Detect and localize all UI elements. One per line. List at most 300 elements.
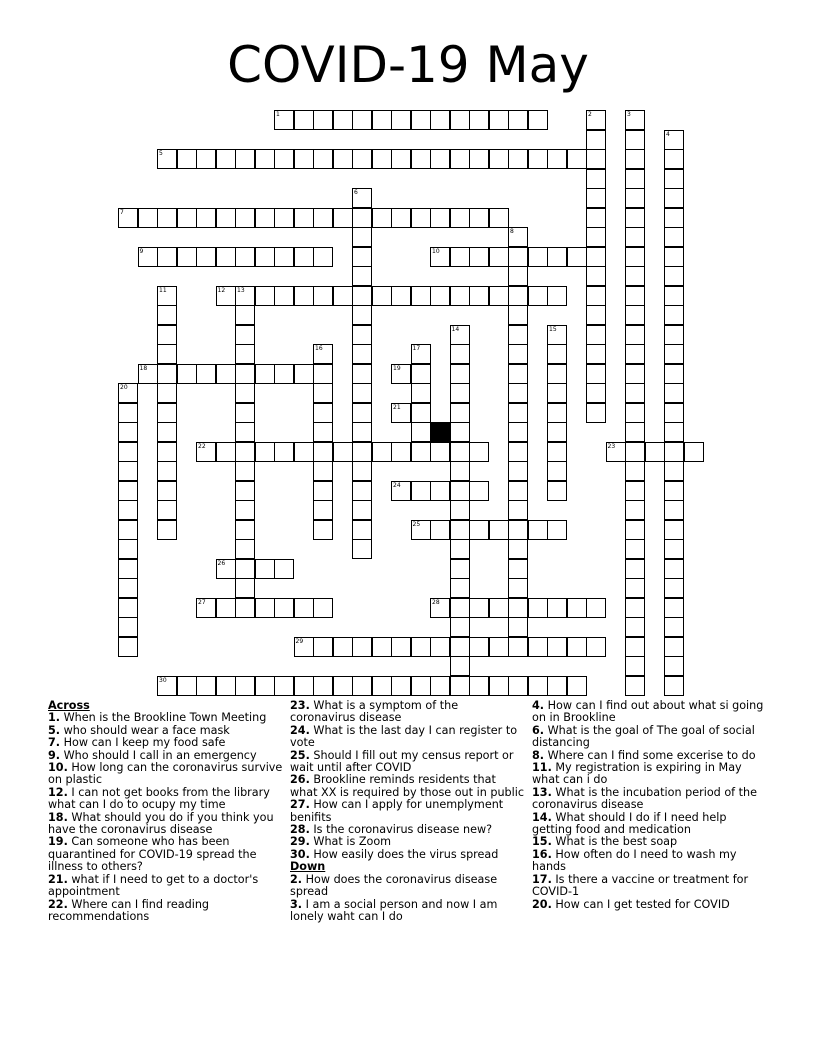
grid-cell[interactable] bbox=[294, 110, 314, 130]
grid-cell[interactable] bbox=[450, 286, 470, 306]
grid-cell[interactable] bbox=[625, 383, 645, 403]
grid-cell[interactable] bbox=[411, 403, 431, 423]
grid-cell[interactable] bbox=[216, 676, 236, 696]
grid-cell[interactable] bbox=[586, 305, 606, 325]
grid-cell[interactable] bbox=[235, 149, 255, 169]
grid-cell[interactable] bbox=[508, 559, 528, 579]
grid-cell[interactable] bbox=[489, 247, 509, 267]
grid-cell[interactable] bbox=[294, 286, 314, 306]
grid-cell[interactable] bbox=[567, 598, 587, 618]
grid-cell[interactable] bbox=[157, 461, 177, 481]
grid-cell[interactable] bbox=[118, 539, 138, 559]
grid-cell[interactable] bbox=[625, 130, 645, 150]
grid-cell[interactable] bbox=[508, 520, 528, 540]
grid-cell[interactable] bbox=[216, 364, 236, 384]
grid-cell[interactable] bbox=[469, 149, 489, 169]
grid-cell[interactable] bbox=[625, 286, 645, 306]
grid-cell[interactable] bbox=[235, 461, 255, 481]
grid-cell[interactable] bbox=[547, 247, 567, 267]
grid-cell[interactable] bbox=[177, 364, 197, 384]
grid-cell[interactable] bbox=[664, 422, 684, 442]
grid-cell[interactable] bbox=[196, 598, 216, 618]
grid-cell[interactable] bbox=[586, 110, 606, 130]
grid-cell[interactable] bbox=[196, 149, 216, 169]
grid-cell[interactable] bbox=[372, 110, 392, 130]
grid-cell[interactable] bbox=[430, 598, 450, 618]
grid-cell[interactable] bbox=[664, 247, 684, 267]
grid-cell[interactable] bbox=[352, 110, 372, 130]
grid-cell[interactable] bbox=[235, 305, 255, 325]
grid-cell[interactable] bbox=[625, 149, 645, 169]
grid-cell[interactable] bbox=[625, 227, 645, 247]
grid-cell[interactable] bbox=[469, 247, 489, 267]
grid-cell[interactable] bbox=[664, 227, 684, 247]
grid-cell[interactable] bbox=[625, 578, 645, 598]
grid-cell[interactable] bbox=[625, 364, 645, 384]
grid-cell[interactable] bbox=[313, 481, 333, 501]
grid-cell[interactable] bbox=[411, 637, 431, 657]
grid-cell[interactable] bbox=[547, 637, 567, 657]
grid-cell[interactable] bbox=[450, 461, 470, 481]
grid-cell[interactable] bbox=[664, 266, 684, 286]
grid-cell[interactable] bbox=[625, 500, 645, 520]
grid-cell[interactable] bbox=[430, 110, 450, 130]
grid-cell[interactable] bbox=[547, 422, 567, 442]
grid-cell[interactable] bbox=[255, 559, 275, 579]
grid-cell[interactable] bbox=[469, 598, 489, 618]
grid-cell[interactable] bbox=[450, 403, 470, 423]
grid-cell[interactable] bbox=[157, 344, 177, 364]
grid-cell[interactable] bbox=[586, 364, 606, 384]
grid-cell[interactable] bbox=[508, 364, 528, 384]
grid-cell[interactable] bbox=[118, 481, 138, 501]
grid-cell[interactable] bbox=[430, 481, 450, 501]
grid-cell[interactable] bbox=[333, 442, 353, 462]
grid-cell[interactable] bbox=[664, 149, 684, 169]
grid-cell[interactable] bbox=[411, 364, 431, 384]
grid-cell[interactable] bbox=[547, 461, 567, 481]
grid-cell[interactable] bbox=[216, 208, 236, 228]
grid-cell[interactable] bbox=[411, 481, 431, 501]
grid-cell[interactable] bbox=[255, 442, 275, 462]
grid-cell[interactable] bbox=[411, 520, 431, 540]
grid-cell[interactable] bbox=[157, 364, 177, 384]
grid-cell[interactable] bbox=[313, 344, 333, 364]
grid-cell[interactable] bbox=[489, 637, 509, 657]
grid-cell[interactable] bbox=[625, 598, 645, 618]
grid-cell[interactable] bbox=[430, 520, 450, 540]
grid-cell[interactable] bbox=[352, 149, 372, 169]
grid-cell[interactable] bbox=[411, 110, 431, 130]
grid-cell[interactable] bbox=[625, 422, 645, 442]
grid-cell[interactable] bbox=[274, 559, 294, 579]
grid-cell[interactable] bbox=[450, 598, 470, 618]
grid-cell[interactable] bbox=[118, 422, 138, 442]
grid-cell[interactable] bbox=[255, 208, 275, 228]
grid-cell[interactable] bbox=[664, 539, 684, 559]
grid-cell[interactable] bbox=[391, 403, 411, 423]
grid-cell[interactable] bbox=[547, 676, 567, 696]
grid-cell[interactable] bbox=[294, 208, 314, 228]
grid-cell[interactable] bbox=[547, 325, 567, 345]
grid-cell[interactable] bbox=[528, 637, 548, 657]
grid-cell[interactable] bbox=[567, 676, 587, 696]
grid-cell[interactable] bbox=[235, 422, 255, 442]
grid-cell[interactable] bbox=[294, 676, 314, 696]
grid-cell[interactable] bbox=[547, 286, 567, 306]
grid-cell[interactable] bbox=[528, 520, 548, 540]
grid-cell[interactable] bbox=[430, 637, 450, 657]
grid-cell[interactable] bbox=[528, 149, 548, 169]
grid-cell[interactable] bbox=[196, 442, 216, 462]
grid-cell[interactable] bbox=[313, 461, 333, 481]
grid-cell[interactable] bbox=[547, 520, 567, 540]
grid-cell[interactable] bbox=[508, 637, 528, 657]
grid-cell[interactable] bbox=[508, 110, 528, 130]
grid-cell[interactable] bbox=[508, 325, 528, 345]
grid-cell[interactable] bbox=[664, 442, 684, 462]
grid-cell[interactable] bbox=[235, 676, 255, 696]
grid-cell[interactable] bbox=[489, 149, 509, 169]
grid-cell[interactable] bbox=[625, 520, 645, 540]
grid-cell[interactable] bbox=[118, 520, 138, 540]
grid-cell[interactable] bbox=[547, 481, 567, 501]
grid-cell[interactable] bbox=[664, 344, 684, 364]
grid-cell[interactable] bbox=[625, 305, 645, 325]
grid-cell[interactable] bbox=[586, 149, 606, 169]
grid-cell[interactable] bbox=[430, 442, 450, 462]
grid-cell[interactable] bbox=[196, 247, 216, 267]
grid-cell[interactable] bbox=[625, 617, 645, 637]
grid-cell[interactable] bbox=[625, 247, 645, 267]
grid-cell[interactable] bbox=[645, 442, 665, 462]
grid-cell[interactable] bbox=[586, 325, 606, 345]
grid-cell[interactable] bbox=[469, 520, 489, 540]
grid-cell[interactable] bbox=[508, 500, 528, 520]
grid-cell[interactable] bbox=[274, 442, 294, 462]
grid-cell[interactable] bbox=[352, 305, 372, 325]
grid-cell[interactable] bbox=[528, 598, 548, 618]
grid-cell[interactable] bbox=[508, 266, 528, 286]
grid-cell[interactable] bbox=[391, 286, 411, 306]
grid-cell[interactable] bbox=[255, 676, 275, 696]
grid-cell[interactable] bbox=[625, 637, 645, 657]
grid-cell[interactable] bbox=[411, 383, 431, 403]
grid-cell[interactable] bbox=[313, 637, 333, 657]
grid-cell[interactable] bbox=[352, 500, 372, 520]
grid-cell[interactable] bbox=[216, 559, 236, 579]
grid-cell[interactable] bbox=[352, 422, 372, 442]
grid-cell[interactable] bbox=[352, 461, 372, 481]
grid-cell[interactable] bbox=[157, 442, 177, 462]
grid-cell[interactable] bbox=[664, 578, 684, 598]
grid-cell[interactable] bbox=[450, 208, 470, 228]
grid-cell[interactable] bbox=[274, 149, 294, 169]
grid-cell[interactable] bbox=[118, 578, 138, 598]
grid-cell[interactable] bbox=[294, 598, 314, 618]
grid-cell[interactable] bbox=[216, 247, 236, 267]
grid-cell[interactable] bbox=[157, 481, 177, 501]
grid-cell[interactable] bbox=[664, 383, 684, 403]
grid-cell[interactable] bbox=[450, 539, 470, 559]
grid-cell[interactable] bbox=[625, 188, 645, 208]
grid-cell[interactable] bbox=[508, 344, 528, 364]
grid-cell[interactable] bbox=[450, 383, 470, 403]
grid-cell[interactable] bbox=[118, 617, 138, 637]
grid-cell[interactable] bbox=[333, 149, 353, 169]
grid-cell[interactable] bbox=[450, 656, 470, 676]
grid-cell[interactable] bbox=[586, 403, 606, 423]
grid-cell[interactable] bbox=[391, 481, 411, 501]
grid-cell[interactable] bbox=[235, 344, 255, 364]
grid-cell[interactable] bbox=[664, 481, 684, 501]
grid-cell[interactable] bbox=[118, 598, 138, 618]
grid-cell[interactable] bbox=[430, 247, 450, 267]
grid-cell[interactable] bbox=[157, 149, 177, 169]
grid-cell[interactable] bbox=[547, 442, 567, 462]
grid-cell[interactable] bbox=[118, 442, 138, 462]
grid-cell[interactable] bbox=[508, 305, 528, 325]
grid-cell[interactable] bbox=[469, 286, 489, 306]
grid-cell[interactable] bbox=[664, 617, 684, 637]
grid-cell[interactable] bbox=[352, 266, 372, 286]
grid-cell[interactable] bbox=[664, 325, 684, 345]
grid-cell[interactable] bbox=[294, 637, 314, 657]
grid-cell[interactable] bbox=[664, 364, 684, 384]
grid-cell[interactable] bbox=[216, 149, 236, 169]
grid-cell[interactable] bbox=[625, 442, 645, 462]
grid-cell[interactable] bbox=[235, 559, 255, 579]
grid-cell[interactable] bbox=[567, 149, 587, 169]
grid-cell[interactable] bbox=[372, 676, 392, 696]
grid-cell[interactable] bbox=[313, 442, 333, 462]
grid-cell[interactable] bbox=[625, 539, 645, 559]
grid-cell[interactable] bbox=[294, 149, 314, 169]
grid-cell[interactable] bbox=[157, 422, 177, 442]
grid-cell[interactable] bbox=[352, 188, 372, 208]
grid-cell[interactable] bbox=[118, 403, 138, 423]
grid-cell[interactable] bbox=[450, 500, 470, 520]
grid-cell[interactable] bbox=[177, 208, 197, 228]
grid-cell[interactable] bbox=[235, 403, 255, 423]
grid-cell[interactable] bbox=[118, 383, 138, 403]
grid-cell[interactable] bbox=[450, 578, 470, 598]
grid-cell[interactable] bbox=[547, 598, 567, 618]
grid-cell[interactable] bbox=[313, 598, 333, 618]
grid-cell[interactable] bbox=[352, 286, 372, 306]
grid-cell[interactable] bbox=[508, 461, 528, 481]
grid-cell[interactable] bbox=[352, 442, 372, 462]
grid-cell[interactable] bbox=[235, 208, 255, 228]
grid-cell[interactable] bbox=[586, 208, 606, 228]
grid-cell[interactable] bbox=[391, 149, 411, 169]
grid-cell[interactable] bbox=[157, 305, 177, 325]
grid-cell[interactable] bbox=[313, 247, 333, 267]
grid-cell[interactable] bbox=[235, 442, 255, 462]
grid-cell[interactable] bbox=[313, 422, 333, 442]
grid-cell[interactable] bbox=[664, 188, 684, 208]
grid-cell[interactable] bbox=[391, 110, 411, 130]
grid-cell[interactable] bbox=[118, 461, 138, 481]
grid-cell[interactable] bbox=[216, 442, 236, 462]
grid-cell[interactable] bbox=[333, 676, 353, 696]
grid-cell[interactable] bbox=[625, 325, 645, 345]
grid-cell[interactable] bbox=[528, 110, 548, 130]
grid-cell[interactable] bbox=[625, 403, 645, 423]
grid-cell[interactable] bbox=[313, 520, 333, 540]
grid-cell[interactable] bbox=[625, 344, 645, 364]
grid-cell[interactable] bbox=[450, 364, 470, 384]
grid-cell[interactable] bbox=[450, 149, 470, 169]
grid-cell[interactable] bbox=[625, 169, 645, 189]
grid-cell[interactable] bbox=[352, 383, 372, 403]
grid-cell[interactable] bbox=[294, 442, 314, 462]
grid-cell[interactable] bbox=[235, 286, 255, 306]
grid-cell[interactable] bbox=[352, 676, 372, 696]
grid-cell[interactable] bbox=[157, 403, 177, 423]
grid-cell[interactable] bbox=[450, 520, 470, 540]
grid-cell[interactable] bbox=[547, 344, 567, 364]
grid-cell[interactable] bbox=[235, 578, 255, 598]
grid-cell[interactable] bbox=[489, 598, 509, 618]
grid-cell[interactable] bbox=[450, 325, 470, 345]
grid-cell[interactable] bbox=[118, 559, 138, 579]
grid-cell[interactable] bbox=[508, 422, 528, 442]
grid-cell[interactable] bbox=[313, 364, 333, 384]
grid-cell[interactable] bbox=[313, 110, 333, 130]
grid-cell[interactable] bbox=[450, 422, 470, 442]
grid-cell[interactable] bbox=[450, 617, 470, 637]
grid-cell[interactable] bbox=[489, 110, 509, 130]
grid-cell[interactable] bbox=[508, 676, 528, 696]
grid-cell[interactable] bbox=[586, 637, 606, 657]
grid-cell[interactable] bbox=[391, 676, 411, 696]
grid-cell[interactable] bbox=[586, 286, 606, 306]
grid-cell[interactable] bbox=[391, 208, 411, 228]
grid-cell[interactable] bbox=[352, 403, 372, 423]
grid-cell[interactable] bbox=[372, 442, 392, 462]
grid-cell[interactable] bbox=[274, 247, 294, 267]
grid-cell[interactable] bbox=[255, 598, 275, 618]
grid-cell[interactable] bbox=[430, 676, 450, 696]
grid-cell[interactable] bbox=[157, 325, 177, 345]
grid-cell[interactable] bbox=[547, 149, 567, 169]
grid-cell[interactable] bbox=[313, 676, 333, 696]
grid-cell[interactable] bbox=[450, 637, 470, 657]
grid-cell[interactable] bbox=[372, 208, 392, 228]
grid-cell[interactable] bbox=[255, 364, 275, 384]
grid-cell[interactable] bbox=[118, 208, 138, 228]
grid-cell[interactable] bbox=[235, 539, 255, 559]
grid-cell[interactable] bbox=[664, 637, 684, 657]
grid-cell[interactable] bbox=[352, 481, 372, 501]
grid-cell[interactable] bbox=[664, 130, 684, 150]
grid-cell[interactable] bbox=[411, 286, 431, 306]
grid-cell[interactable] bbox=[430, 286, 450, 306]
grid-cell[interactable] bbox=[528, 676, 548, 696]
grid-cell[interactable] bbox=[274, 208, 294, 228]
grid-cell[interactable] bbox=[586, 383, 606, 403]
grid-cell[interactable] bbox=[625, 266, 645, 286]
grid-cell[interactable] bbox=[625, 461, 645, 481]
grid-cell[interactable] bbox=[450, 442, 470, 462]
grid-cell[interactable] bbox=[157, 520, 177, 540]
grid-cell[interactable] bbox=[313, 500, 333, 520]
grid-cell[interactable] bbox=[138, 247, 158, 267]
grid-cell[interactable] bbox=[118, 637, 138, 657]
grid-cell[interactable] bbox=[469, 110, 489, 130]
grid-cell[interactable] bbox=[157, 676, 177, 696]
grid-cell[interactable] bbox=[469, 442, 489, 462]
grid-cell[interactable] bbox=[235, 598, 255, 618]
grid-cell[interactable] bbox=[235, 481, 255, 501]
grid-cell[interactable] bbox=[664, 403, 684, 423]
grid-cell[interactable] bbox=[430, 149, 450, 169]
grid-cell[interactable] bbox=[586, 188, 606, 208]
grid-cell[interactable] bbox=[664, 286, 684, 306]
grid-cell[interactable] bbox=[235, 364, 255, 384]
grid-cell[interactable] bbox=[664, 305, 684, 325]
grid-cell[interactable] bbox=[196, 676, 216, 696]
grid-cell[interactable] bbox=[508, 442, 528, 462]
grid-cell[interactable] bbox=[625, 110, 645, 130]
grid-cell[interactable] bbox=[625, 481, 645, 501]
grid-cell[interactable] bbox=[528, 247, 548, 267]
grid-cell[interactable] bbox=[274, 286, 294, 306]
grid-cell[interactable] bbox=[489, 286, 509, 306]
grid-cell[interactable] bbox=[411, 208, 431, 228]
grid-cell[interactable] bbox=[547, 364, 567, 384]
grid-cell[interactable] bbox=[664, 500, 684, 520]
grid-cell[interactable] bbox=[450, 344, 470, 364]
grid-cell[interactable] bbox=[372, 149, 392, 169]
grid-cell[interactable] bbox=[235, 500, 255, 520]
grid-cell[interactable] bbox=[606, 442, 626, 462]
grid-cell[interactable] bbox=[508, 383, 528, 403]
grid-cell[interactable] bbox=[430, 208, 450, 228]
grid-cell[interactable] bbox=[157, 500, 177, 520]
grid-cell[interactable] bbox=[508, 617, 528, 637]
grid-cell[interactable] bbox=[196, 208, 216, 228]
grid-cell[interactable] bbox=[333, 637, 353, 657]
grid-cell[interactable] bbox=[274, 110, 294, 130]
grid-cell[interactable] bbox=[294, 247, 314, 267]
grid-cell[interactable] bbox=[489, 520, 509, 540]
grid-cell[interactable] bbox=[216, 286, 236, 306]
grid-cell[interactable] bbox=[372, 637, 392, 657]
grid-cell[interactable] bbox=[177, 247, 197, 267]
grid-cell[interactable] bbox=[274, 364, 294, 384]
grid-cell[interactable] bbox=[391, 442, 411, 462]
grid-cell[interactable] bbox=[216, 598, 236, 618]
grid-cell[interactable] bbox=[274, 598, 294, 618]
grid-cell[interactable] bbox=[313, 286, 333, 306]
grid-cell[interactable] bbox=[411, 149, 431, 169]
grid-cell[interactable] bbox=[586, 266, 606, 286]
grid-cell[interactable] bbox=[235, 247, 255, 267]
grid-cell[interactable] bbox=[235, 520, 255, 540]
grid-cell[interactable] bbox=[489, 676, 509, 696]
grid-cell[interactable] bbox=[664, 559, 684, 579]
grid-cell[interactable] bbox=[664, 520, 684, 540]
grid-cell[interactable] bbox=[313, 149, 333, 169]
grid-cell[interactable] bbox=[138, 208, 158, 228]
grid-cell[interactable] bbox=[625, 208, 645, 228]
grid-cell[interactable] bbox=[586, 598, 606, 618]
grid-cell[interactable] bbox=[255, 149, 275, 169]
grid-cell[interactable] bbox=[352, 227, 372, 247]
grid-cell[interactable] bbox=[235, 383, 255, 403]
